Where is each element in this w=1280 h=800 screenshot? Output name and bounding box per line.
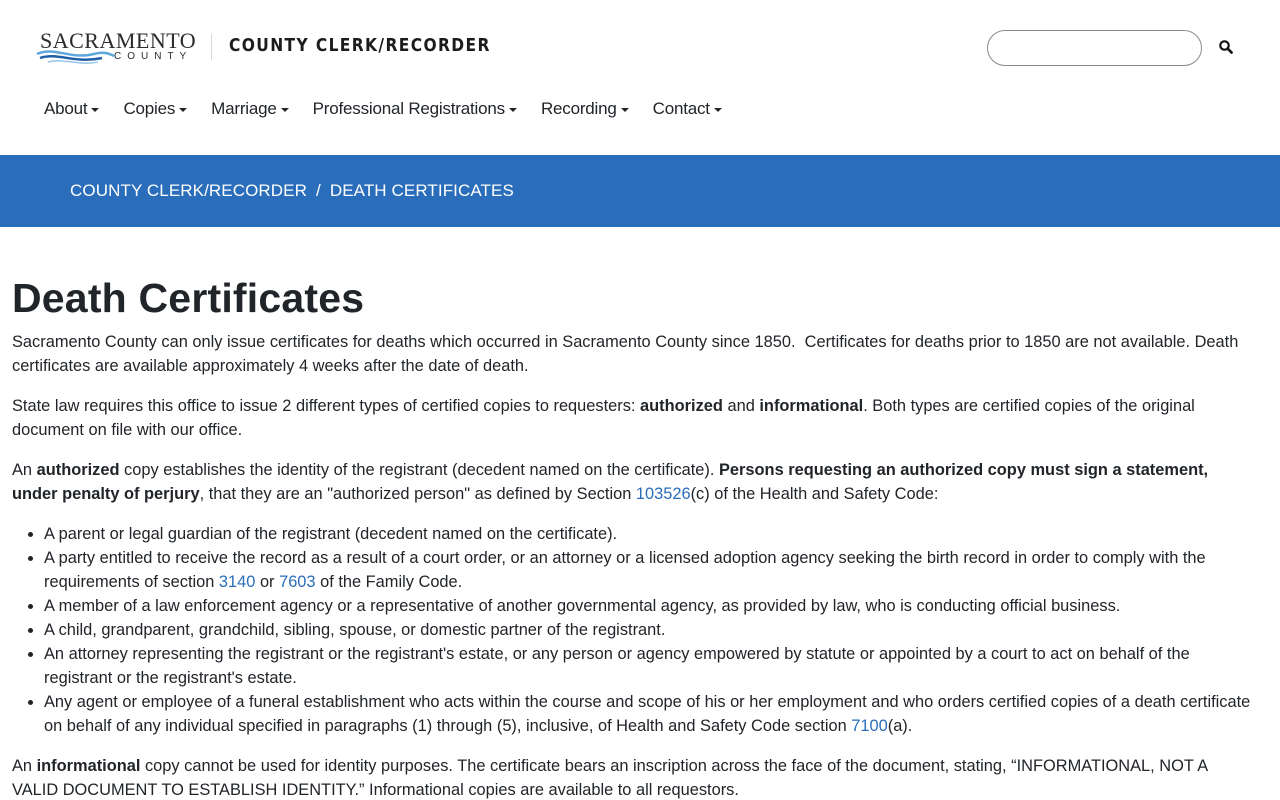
svg-text:SACRAMENTO: SACRAMENTO bbox=[40, 28, 197, 53]
bold-authorized: authorized bbox=[640, 397, 723, 415]
nav-item-label: Copies bbox=[123, 99, 176, 118]
caret-down-icon bbox=[714, 108, 722, 112]
authorized-copy-paragraph bbox=[12, 458, 1257, 506]
list-item: • A child, grandparent, grandchild, sibling, spouse, or domestic partner of the registrant. bbox=[44, 618, 1257, 642]
search-icon bbox=[1218, 39, 1234, 55]
text: and bbox=[722, 397, 760, 415]
text: copy establishes the identity of the registrant (decedent named on the certificate). bbox=[119, 461, 719, 479]
text: An bbox=[12, 757, 37, 775]
nav-item-professional-registrations[interactable] bbox=[313, 99, 517, 119]
nav-item-label: Marriage bbox=[211, 99, 277, 118]
authorized-persons-list bbox=[44, 522, 1257, 738]
text: An bbox=[12, 461, 37, 479]
text: or bbox=[255, 573, 280, 591]
site-header bbox=[0, 0, 1280, 155]
logo-divider bbox=[211, 34, 212, 60]
link-section-7100[interactable]: 7100 bbox=[851, 717, 888, 735]
bold-informational: informational bbox=[759, 397, 864, 415]
text: A party entitled to receive the record as a result of a court order, or an attorney or a licensed adoption agency seeking the birth record in order to comply with the requirements of section bbox=[44, 549, 1206, 591]
text: , that they are an "authorized person" as defined by Section bbox=[199, 485, 636, 503]
bold-informational: informational bbox=[36, 757, 141, 775]
caret-down-icon bbox=[281, 108, 289, 112]
search-input[interactable] bbox=[987, 30, 1202, 66]
text: (c) of the Health and Safety Code: bbox=[690, 485, 939, 503]
list-item bbox=[44, 546, 1257, 594]
copy-types-paragraph bbox=[12, 394, 1257, 442]
nav-item-label: About bbox=[44, 99, 88, 118]
text: of the Family Code. bbox=[315, 573, 463, 591]
link-section-103526[interactable]: 103526 bbox=[635, 485, 691, 503]
list-item: • A member of a law enforcement agency or a representative of another governmental agency, as provided by law, who is conducting official business. bbox=[44, 594, 1257, 618]
intro-paragraph: Sacramento County can only issue certificates for deaths which occurred in Sacramento County since 1850. Certificates for deaths prior to 1850 are not available. Death certificates are available approximately 4 weeks after the date of death. bbox=[12, 333, 1239, 375]
informational-copy-paragraph bbox=[12, 754, 1257, 800]
main-content bbox=[12, 270, 1257, 800]
main-nav bbox=[44, 97, 746, 121]
bold-authorized: authorized bbox=[36, 461, 120, 479]
caret-down-icon bbox=[621, 108, 629, 112]
breadcrumb-link-county-clerk-recorder[interactable]: COUNTY CLERK/RECORDER bbox=[70, 181, 307, 200]
text: State law requires this office to issue 2 different types of certified copies to requesters: bbox=[12, 397, 641, 415]
breadcrumb-current-death-certificates: DEATH CERTIFICATES bbox=[329, 181, 514, 200]
nav-item-label: Contact bbox=[652, 99, 710, 118]
search-button[interactable] bbox=[1216, 38, 1236, 58]
svg-text:COUNTY: COUNTY bbox=[114, 51, 193, 62]
nav-item-contact[interactable] bbox=[653, 99, 722, 119]
caret-down-icon bbox=[509, 108, 517, 112]
nav-item-label: Recording bbox=[540, 99, 617, 118]
caret-down-icon bbox=[179, 108, 187, 112]
sacramento-county-logo[interactable] bbox=[36, 28, 200, 66]
list-item: • An attorney representing the registrant or the registrant's estate, or any person or agency empowered by statute or appointed by a court to act on behalf of the registrant or the registrant's estate. bbox=[44, 642, 1257, 690]
text: copy cannot be used for identity purposes. The certificate bears an inscription across the face of the document, stating, “INFORMATIONAL, NOT A VALID DOCUMENT TO ESTABLISH IDENTITY.” Informational copies are available to all requestors. bbox=[12, 757, 1208, 799]
text: . Both types are certified copies of the original document on file with our office. bbox=[12, 397, 1195, 439]
page-title: Death Certificates bbox=[12, 275, 365, 321]
nav-item-marriage[interactable] bbox=[211, 99, 288, 119]
list-item bbox=[44, 690, 1257, 738]
link-section-7603[interactable]: 7603 bbox=[279, 573, 316, 591]
breadcrumb bbox=[70, 181, 514, 201]
breadcrumb-separator: / bbox=[316, 181, 321, 200]
nav-item-label: Professional Registrations bbox=[312, 99, 505, 118]
nav-item-copies[interactable] bbox=[123, 99, 187, 119]
text: (a). bbox=[887, 717, 913, 735]
nav-item-recording[interactable] bbox=[541, 99, 629, 119]
caret-down-icon bbox=[91, 108, 99, 112]
text: Any agent or employee of a funeral establishment who acts within the course and scope of his or her employment and who orders certified copies of a death certificate on behalf of any individual specified in paragraphs (1) through (5), inclusive, of Health and Safety Code section bbox=[44, 693, 1251, 735]
link-section-3140[interactable]: 3140 bbox=[218, 573, 256, 591]
list-item: • A parent or legal guardian of the registrant (decedent named on the certificate). bbox=[44, 522, 1257, 546]
logo-icon bbox=[36, 28, 200, 66]
bold-penalty-statement: Persons requesting an authorized copy must sign a statement, under penalty of perjury bbox=[12, 461, 1209, 503]
nav-item-about[interactable] bbox=[44, 99, 99, 119]
site-title[interactable]: COUNTY CLERK/RECORDER bbox=[229, 35, 491, 56]
